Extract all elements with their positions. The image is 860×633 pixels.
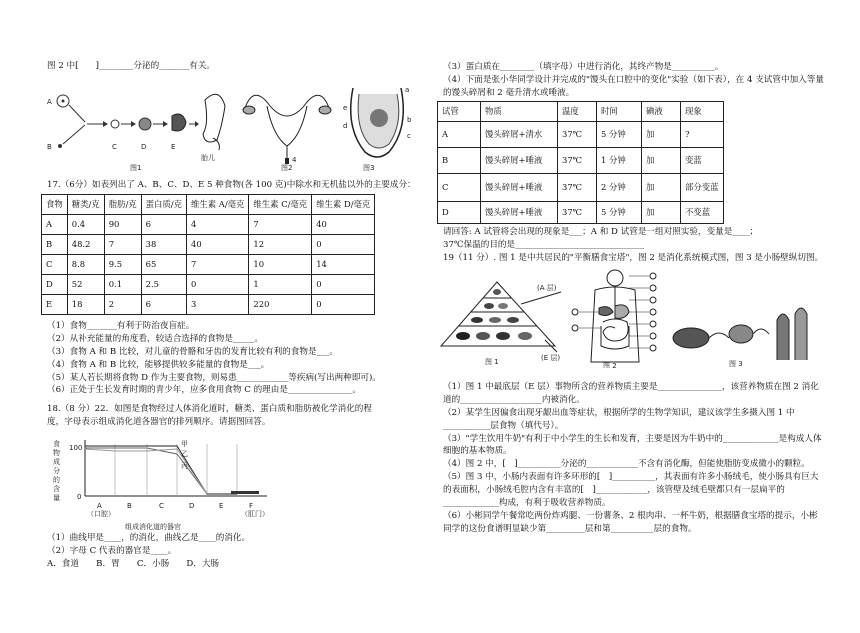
- pyramid-label-e: (E 层): [541, 354, 561, 362]
- table-cell: E: [42, 295, 68, 315]
- q19-item: （4）图 2 中，[ ]__________分泌的____________不含有消化酶，但能使脂肪变成微小的颗粒。: [443, 459, 810, 470]
- table-cell: 0: [186, 275, 248, 295]
- fig3-label-b: b: [407, 116, 412, 124]
- table-cell: 7: [249, 215, 312, 235]
- q19-item: （2）某学生因偏食出现牙龈出血等症状，根据所学的生物学知识，建议该学生多摄入图 1 中___________层食物（填代号）。: [443, 407, 795, 431]
- table-row: [438, 202, 724, 224]
- fig2-caption: 图2: [281, 164, 293, 172]
- fig3-label-d: d: [343, 122, 348, 130]
- table-cell: 220: [249, 295, 312, 315]
- figure-3-fetus-in-womb: [341, 78, 421, 173]
- table-header: 食物: [42, 195, 68, 215]
- table-cell: 馒头碎屑+唾液: [481, 174, 558, 202]
- ylabel-char: 食: [53, 440, 60, 448]
- table-header: 时间: [597, 102, 642, 122]
- table-header: 碘液: [642, 102, 681, 122]
- x-letter: D: [189, 502, 195, 510]
- table-cell: 6: [141, 215, 186, 235]
- table-header: 现象: [681, 102, 724, 122]
- table-row: [42, 295, 375, 315]
- ylabel-char: 物: [53, 449, 60, 457]
- table-cell: A: [42, 215, 68, 235]
- table-row: [438, 148, 724, 174]
- ylabel-char: 量: [53, 494, 60, 502]
- fig3-label-e: e: [343, 104, 348, 112]
- anus-label: （肛门）: [241, 510, 269, 518]
- table-cell: 不变蓝: [681, 202, 724, 224]
- curve-label-jia: 甲: [181, 440, 188, 448]
- experiment-question-1: 请回答: A 试管将会出现的现象是___；A 和 D 试管是一组对照实验，变量是____；: [443, 227, 759, 237]
- table-header-row: [42, 195, 375, 215]
- q19-item: （1）图 1 中最底层（E 层）事物所含的营养物质主要是_______________，该营养物质在图 2 消化道的___________________内被消化。: [443, 382, 819, 405]
- x-letter: C: [159, 502, 164, 510]
- table-cell: 9.5: [104, 255, 141, 275]
- fig3-caption: 图 3: [729, 360, 743, 368]
- table-cell: 10: [249, 255, 312, 275]
- table-cell: 6: [141, 295, 186, 315]
- fig1-label-d: D: [141, 143, 147, 151]
- table-header: 脂肪/克: [104, 195, 141, 215]
- q19-items: [443, 381, 825, 536]
- ylabel-char: 成: [53, 458, 60, 466]
- table-cell: 14: [312, 255, 375, 275]
- figure-2-digestive-system: [565, 268, 665, 368]
- table-cell: 0: [312, 275, 375, 295]
- table-cell: 5 分钟: [597, 122, 642, 148]
- table-cell: 馒头碎屑+唾液: [481, 202, 558, 224]
- figure-2-uterus: [237, 78, 337, 173]
- ylabel-char: 的: [53, 476, 60, 484]
- q17-item: （1）食物_______有利于防治夜盲症。: [47, 321, 195, 331]
- table-cell: 5 分钟: [597, 202, 642, 224]
- table-cell: 37℃: [558, 202, 597, 224]
- table-cell: 8.8: [67, 255, 104, 275]
- q19-intro: 19（11 分）. 图 1 是中共居民的"平衡膳食宝塔"，图 2 是消化系统模式图，图 3 是小肠壁纵切图。: [443, 253, 824, 263]
- q18-intro: 18.（8 分）22．如图是食物经过人体消化道时，糖类、蛋白质和脂肪被化学消化的程度，字母表示组成消化道各器官的排列顺序。请据图回答。: [47, 404, 372, 427]
- table-row: [42, 215, 375, 235]
- table-header: 维生素 A/毫克: [186, 195, 248, 215]
- table-cell: 0: [312, 295, 375, 315]
- q17-items: [47, 320, 381, 397]
- table-cell: 48.2: [67, 235, 104, 255]
- table-cell: 加: [642, 122, 681, 148]
- fig2-caption: 图 2: [603, 362, 617, 368]
- fig1-label-e: E: [171, 143, 176, 151]
- table-cell: D: [42, 275, 68, 295]
- table-cell: C: [438, 174, 481, 202]
- table-header: 蛋白质/克: [141, 195, 186, 215]
- table-cell: 37℃: [558, 122, 597, 148]
- q18-item: A．食道 B．胃 C．小肠 D．大肠: [47, 558, 220, 569]
- fig1-caption: 图1: [130, 164, 142, 172]
- ylabel-char: 分: [53, 467, 60, 475]
- table-cell: 1: [249, 275, 312, 295]
- tick-0: 0: [77, 493, 82, 501]
- table-cell: 3: [186, 295, 248, 315]
- table-cell: 馒头碎屑+唾液: [481, 148, 558, 174]
- table-cell: D: [438, 202, 481, 224]
- chart-ylabel: [53, 439, 60, 502]
- table-row: [42, 255, 375, 275]
- table-cell: 12: [249, 235, 312, 255]
- curve-label-bing: 丙: [181, 462, 188, 470]
- table-cell: 加: [642, 148, 681, 174]
- table-cell: 变蓝: [681, 148, 724, 174]
- fig3-caption: 图3: [363, 164, 375, 172]
- table-cell: 加: [642, 202, 681, 224]
- q18-item: （1）曲线甲是____，的消化，曲线乙是____的消化。: [47, 533, 251, 543]
- table-header: 维生素 D/毫克: [312, 195, 375, 215]
- table-header-row: [438, 102, 724, 122]
- fig3-label-c: c: [407, 132, 411, 140]
- figure-3-intestine-wall: [669, 300, 819, 370]
- table-cell: 0: [312, 235, 375, 255]
- fig1-label-a: A: [47, 98, 52, 106]
- pyramid-label-a: (A 层): [537, 284, 557, 292]
- q17-item: （3）食物 A 和 B 比较，对儿童的骨骼和牙齿的发育比较有利的食物是___。: [47, 346, 339, 357]
- table-cell: B: [438, 148, 481, 174]
- table-cell: 52: [67, 275, 104, 295]
- table-cell: 7: [186, 255, 248, 275]
- table-cell: 40: [312, 215, 375, 235]
- tick-100: 100: [69, 444, 83, 452]
- table-header: 物质: [481, 102, 558, 122]
- q17-item: （5）某人若长期将食物 D 作为主要食物，则易患____________等疾病(写出两种即可)。: [47, 372, 381, 383]
- fig1-label-fetus: 胎儿: [201, 154, 215, 162]
- q17-intro: 17.（6分）如表列出了 A、B、C、D、E 5 种食物(各 100 克)中除水和无机盐以外的主要成分：: [47, 180, 416, 190]
- table-header: 温度: [558, 102, 597, 122]
- table-cell: 馒头碎屑+清水: [481, 122, 558, 148]
- table-cell: 加: [642, 174, 681, 202]
- fig1-caption: 图 1: [485, 358, 499, 366]
- mouth-label: （口腔）: [87, 510, 115, 518]
- x-letter: B: [127, 502, 132, 510]
- ylabel-char: 含: [53, 485, 60, 493]
- table-row: [42, 235, 375, 255]
- table-cell: 40: [186, 235, 248, 255]
- svg-text:4: 4: [292, 156, 297, 164]
- table-header: 维生素 C/毫克: [249, 195, 312, 215]
- table-cell: 2 分钟: [597, 174, 642, 202]
- table-cell: 65: [141, 255, 186, 275]
- q17-item: （4）食物 A 和 B 比较，能够提供较多能量的食物是___。: [47, 359, 270, 370]
- table-cell: 2: [104, 295, 141, 315]
- food-composition-table: [41, 194, 375, 315]
- table-header: 试管: [438, 102, 481, 122]
- q17-item: （6）正处于生长发育时期的青少年，应多食用食物 C 的理由是_______________。: [47, 385, 361, 396]
- x-letter: F: [249, 502, 254, 510]
- experiment-table: [437, 101, 724, 224]
- q19-item: （6）小彬同学午餐常吃两份炸鸡腿、一份薯条、2 根肉串、一杯牛奶，根据膳食宝塔的提示，小彬同学的这份食谱明显缺少第_________层和第__________层的食物。: [443, 510, 818, 534]
- figure-1-food-pyramid: [437, 276, 577, 366]
- table-row: [42, 275, 375, 295]
- table-cell: 7: [104, 235, 141, 255]
- x-letter: A: [97, 502, 102, 510]
- table-cell: A: [438, 122, 481, 148]
- table-row: [438, 122, 724, 148]
- table-cell: 0.4: [67, 215, 104, 235]
- x-letter: E: [219, 502, 224, 510]
- q18-item: （2）字母 C 代表的器官是____。: [47, 545, 177, 556]
- digestion-chart: [47, 436, 307, 532]
- table-cell: 38: [141, 235, 186, 255]
- q19-item: （3）"学生饮用牛奶"有利于中小学生的生长和发育，主要是因为牛奶中的_____________是构成人体细胞的基本物质。: [443, 433, 822, 457]
- q19-item: （5）图 3 中，小肠内表面有许多环形的[ ]__________，其表面有许多小肠绒毛，使小肠具有巨大的表面积，小肠绒毛腔内含有丰富的[ ]____________，该管壁及绒毛壁都只有一层扁平的_____________构成，有利于吸收营养物质。: [443, 472, 819, 509]
- chart-xtitle: 组成消化道的器官: [125, 523, 181, 531]
- table-cell: 90: [104, 215, 141, 235]
- table-header: 糖类/克: [67, 195, 104, 215]
- table-cell: 2.5: [141, 275, 186, 295]
- q3-line: （3）蛋白质在________（填字母）中进行消化，其终产物是__________。: [443, 62, 724, 72]
- figure-1-embryo: [47, 80, 247, 175]
- experiment-question-2: 37℃保温的目的是______________________________: [443, 240, 645, 250]
- table-cell: 4: [186, 215, 248, 235]
- table-cell: 部分变蓝: [681, 174, 724, 202]
- fig2-question-line: 图 2 中[ ]________分泌的_______有关。: [47, 61, 216, 71]
- table-cell: C: [42, 255, 68, 275]
- q4-intro: （4）下面是张小华同学设计并完成的"馒头在口腔中的变化"实验（如下表），在 4 支试管中加入等量的馒头碎屑和 2 毫升清水或唾液。: [443, 75, 824, 98]
- q17-item: （2）从补充能量的角度看，较适合选择的食物是_____。: [47, 333, 264, 344]
- table-row: [438, 174, 724, 202]
- fig1-label-c: C: [112, 143, 117, 151]
- table-cell: ?: [681, 122, 724, 148]
- table-cell: 37℃: [558, 174, 597, 202]
- table-cell: 37℃: [558, 148, 597, 174]
- fig1-label-b: B: [47, 143, 52, 151]
- table-cell: B: [42, 235, 68, 255]
- curve-label-yi: 乙: [181, 450, 188, 458]
- q18-items: [47, 532, 250, 571]
- table-cell: 1 分钟: [597, 148, 642, 174]
- fig3-label-a: a: [405, 86, 410, 94]
- table-cell: 0.1: [104, 275, 141, 295]
- table-cell: 18: [67, 295, 104, 315]
